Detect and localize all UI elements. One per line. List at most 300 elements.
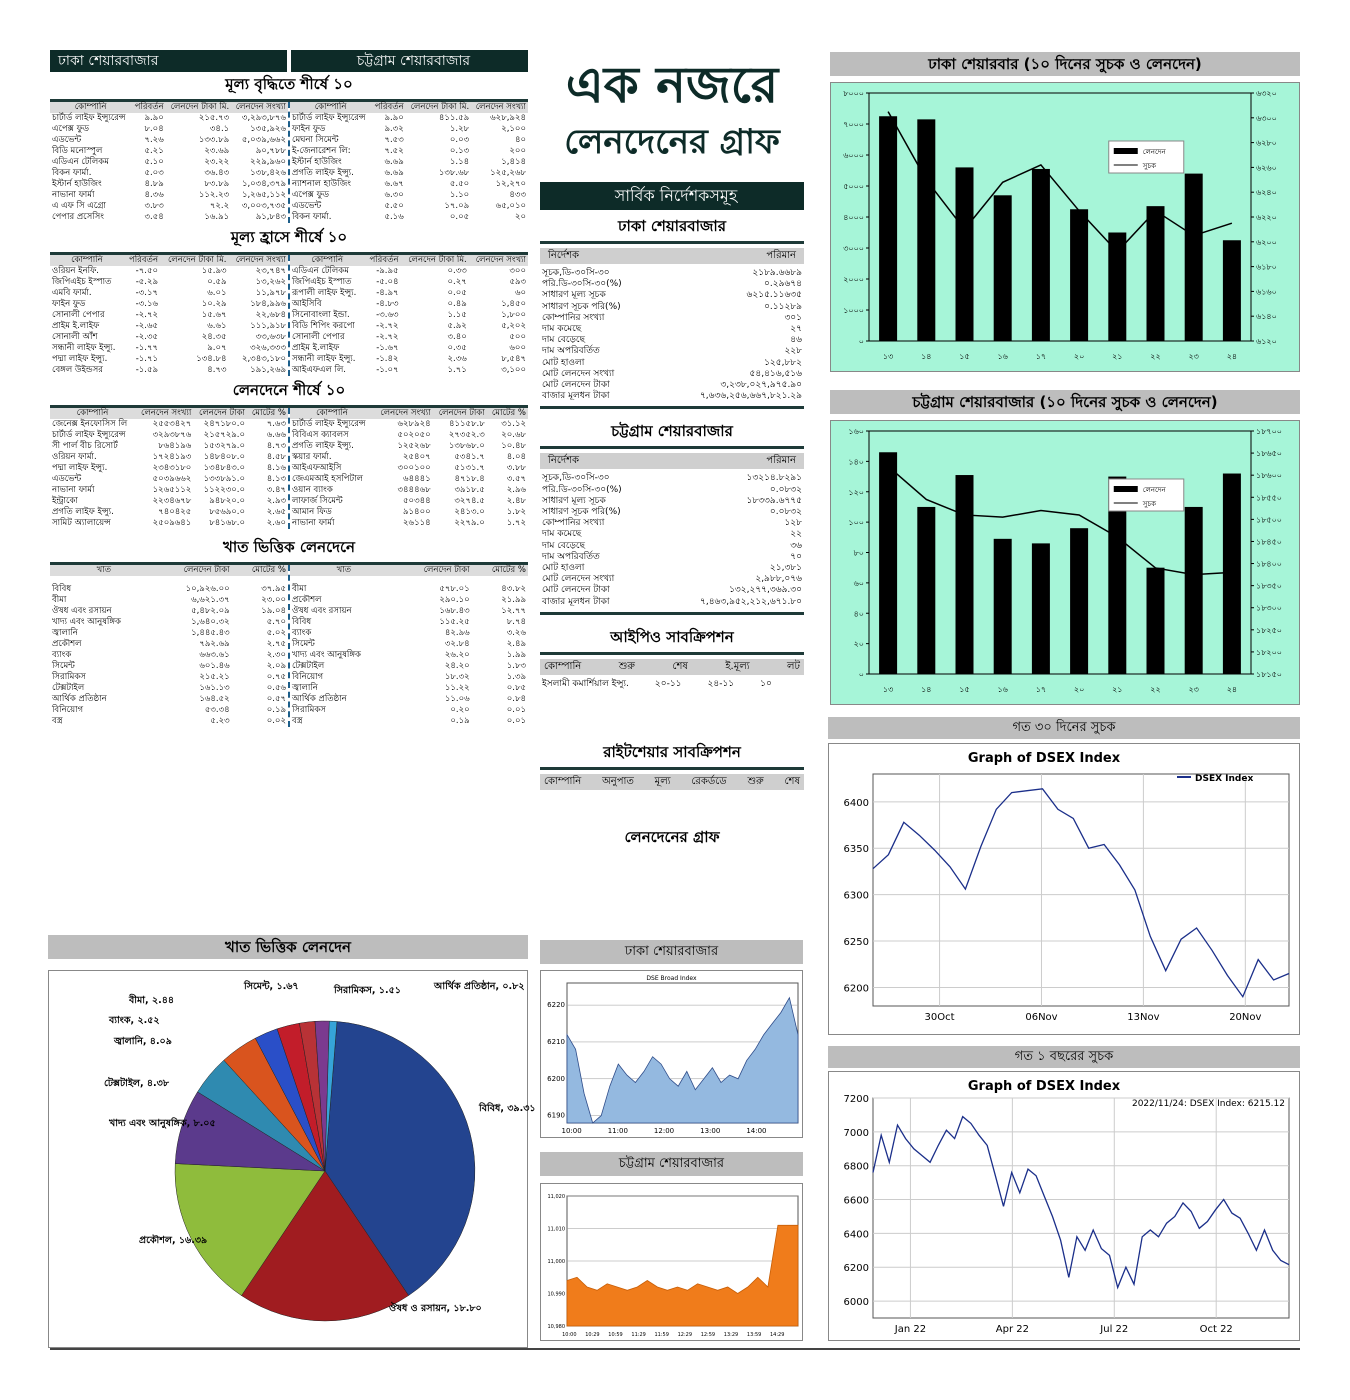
table-row [50,452,288,463]
bar [1147,206,1165,341]
indicator-label: দাম অপরিবর্তিত [542,551,600,562]
y-tick-label: ১২০ [848,487,864,497]
ipo-col: লট [787,660,800,672]
x-tick-label: ১৪ [921,685,932,694]
cell-company: চার্টার্ড লাইফ ইন্স্যুরেন্স [52,113,126,123]
table-row [290,190,528,201]
y-tick-label: 6000 [843,1297,869,1309]
indicator-row [540,346,804,357]
table-row [50,146,288,157]
cell-value: ১,৪৪৫.৪৩ [191,628,230,638]
indicator-label: দাম কমেছে [542,324,582,335]
table-row [290,661,528,672]
cell-value: ২.৬৫ [266,507,286,517]
rights-col: শেষ [784,776,800,788]
left-column [50,50,528,727]
ipo-col: শেষ [672,660,688,672]
legend-label: DSEX Index [1195,774,1254,784]
cell-value: ৩.২৬ [506,628,526,638]
dse-intraday-svg [541,971,802,1137]
rights-header [540,774,804,790]
cell-sector: আর্থিক প্রতিষ্ঠান [52,694,107,704]
table-row [290,212,528,223]
bar [1223,474,1241,674]
pie-label: প্রকৌশল, ১৬.৩৯ [139,1235,208,1246]
col-taka: লেনদেন টাকা [158,565,232,576]
rights-title: রাইটশেয়ার সাবক্রিপশন [540,740,804,770]
cell-value: ৩৯১৮.৫ [454,485,485,495]
col-turnover_qty: লেনদেন সংখ্যা [374,408,433,419]
cell-company: প্রাইম ই.লাইফ [52,321,100,331]
indicator-value: ২১,৩৮১ [769,563,802,574]
y-tick-label: 6200 [547,1074,565,1083]
cell-company: চার্টার্ড লাইফ ইন্স্যুরেন্স [292,419,366,429]
cell-value: ১৫.৯৩ [201,266,227,276]
indicator-label: কোম্পানির সংখ্যা [542,518,605,529]
indicator-row [540,563,804,574]
bar [1070,209,1088,341]
cell-company: ই-জেনারেশন লি: [292,146,351,156]
bar [994,539,1012,674]
cell-value: ৪২.৯৬ [444,628,470,638]
cell-value: ৩.৮৮ [506,463,526,473]
indicator-row [540,518,804,529]
dse-intraday-label: ঢাকা শেয়ারবাজার [540,940,803,964]
col-change: পরিবর্তন [371,102,406,113]
cell-company: জিপিএইচ ইস্পাত [292,277,352,287]
cell-value: ৬.৬১ [207,321,227,331]
chart-note: 2022/11/24: DSEX Index: 6215.12 [1131,1099,1285,1109]
bar [917,119,935,341]
cell-sector: বস্ত্র [292,716,303,726]
cell-value: ২.৩০ [266,650,286,660]
turnover-dse [50,408,288,529]
col-change: পরিবর্তন [364,255,400,266]
cell-value: ১২,২৭০ [495,179,526,189]
cell-value: ৭৯২.৬৯ [199,639,230,649]
y-tick-label: ০ [858,670,864,679]
cell-value: ৪.০৪ [506,452,526,462]
cell-value: ২.৬০ [266,518,286,528]
cell-value: ২.০৯ [266,661,286,671]
bar [1147,568,1165,674]
bottom-rule [50,1348,1300,1350]
table-row [50,672,288,683]
ipo-table [540,659,804,690]
indicator-value: ৩,২৩৮,০২৭,৯৭৫.৯০ [720,380,802,391]
indicator-row [540,290,804,301]
indicator-label: মোট হাওলা [542,357,585,368]
table-row [50,266,288,277]
table-row [50,485,288,496]
x-tick-label: ২৪ [1226,685,1238,694]
table-row [50,365,288,376]
cell-value: ৩.৫৪ [144,212,164,222]
y-tick-label: ১০০০ [843,306,864,315]
cell-company: জেএমআই হসপিটাল [292,474,363,484]
rights-table [540,774,804,790]
indicator-value: ৫৪,৪১৬,৫১৬ [749,368,802,379]
indicator-value: ২২৮ [784,346,802,357]
x-tick-label: 10:59 [608,1332,623,1338]
table-row [50,430,288,441]
cell-value: ৩০০ [509,266,526,276]
cell-company: এডভেন্ট [292,201,322,211]
indicator-value: ৭,৬৩৬,২৫৬,৬৬৭,৮২১.২৯ [699,391,802,402]
cell-value: -২.৭২ [135,310,159,320]
x-tick-label: ২১ [1112,352,1123,361]
indicator-label: বাজার মূলধন টাকা [542,596,610,607]
cell-value: ৮৬৪১৯৬ [158,441,192,451]
legend-bar-label: লেনদেন [1142,486,1166,494]
cell-company: সী পার্ল বীচ রিসোর্ট [52,441,118,451]
rights-col: কোম্পানি [544,776,582,788]
cell-company: প্রগতি লাইফ ইন্স্যু. [292,168,354,178]
y-tick-label: ৬০ [853,578,864,588]
cell-value: ৬৪৪৪১ [403,474,431,484]
cell-value: ৫৩.৩৪ [204,705,230,715]
pie-label: ঔষধ ও রসায়ন, ১৮.৮০ [389,1303,482,1314]
y2-tick-label: ৬৩০০ [1256,113,1277,123]
indicator-row [540,496,804,507]
col-sector: খাত [290,565,398,576]
cell-value: ১.৮২ [506,507,526,517]
cell-value: ৬,৬২১.৩৭ [191,595,230,605]
bar [1185,507,1203,674]
cell-value: ৩২৯৩৮৭৬ [152,430,192,440]
indicator-row [540,541,804,552]
cell-value: ৩.৮৩ [144,201,164,211]
ctg-intraday-chart [540,1183,803,1341]
y-tick-label: ৪০০০ [843,213,864,222]
cell-sector: সিরামিকস [292,705,326,715]
indicator-value: ১৮৩৩৯.৬৭৭৫ [746,495,802,506]
y2-tick-label: ৬৩২০ [1256,89,1277,98]
table-row [50,288,288,299]
ctg-indicators-header [540,453,804,469]
indicator-value: ০.০৮৩২ [769,484,802,495]
cell-company: সামিট অ্যালায়েন্স [52,518,111,528]
indicator-label: মোট লেনদেন টাকা [542,585,610,596]
pie-label: টেক্সটাইল, ৪.৩৮ [104,1078,169,1089]
chart-title: DSE Broad Index [646,975,697,982]
y2-tick-label: ৬২৪০ [1256,188,1277,198]
x-tick-label: 14:00 [746,1127,767,1135]
cell-value: ৪৩.৮২ [501,584,526,594]
y-tick-label: ২০ [853,639,864,649]
y-tick-label: 10,990 [547,1291,565,1298]
col-change: পরিবর্তন [124,255,160,266]
col-company: কোম্পানি [50,255,124,266]
cell-value: ৩৭.৯৫ [261,584,286,594]
cell-value: ৯.৯০ [384,113,404,123]
gainers-title: মূল্য বৃদ্ধিতে শীর্ষে ১০ [50,72,528,102]
x-tick-label: ১৫ [959,685,970,694]
cell-value: ১১২.২৩ [198,190,230,200]
cell-value: ০.২৭ [447,277,467,287]
y2-tick-label: ৬১৬০ [1256,287,1277,297]
cell-company: এপেক্স ফুড [52,124,90,134]
y-tick-label: 6210 [547,1037,565,1046]
cell-value: ৫৯৩ [509,277,526,287]
x-tick-label: 12:59 [700,1332,716,1338]
cell-value: ৪৭১৮.৪ [454,474,485,484]
cell-value: ১১.০৬ [444,694,470,704]
cell-company: লাফার্জ সিমেন্ট [292,496,343,506]
col-turnover_taka_mn: লেনদেন টাকা মি. [401,255,469,266]
indicator-row [540,391,804,402]
cell-company: রূপালী লাইফ ইন্স্যু. [292,288,357,298]
cell-value: ৯৪৮২০.০ [209,496,246,506]
cell-value: ৪.৭৩ [207,365,227,375]
cell-value: ১.৭২ [506,518,526,528]
cell-value: ৩.৫৭ [506,474,526,484]
cell-value: ৬.৬৭ [384,179,404,189]
y-tick-label: 11,000 [547,1259,565,1265]
sector-table [50,565,528,727]
cell-value: ২৪.২০ [444,661,470,671]
cell-sector: জ্বালানি [52,628,78,638]
table-row [290,628,528,639]
table-row [50,683,288,694]
cell-company: এডিএন টেলিকম [292,266,349,276]
col-turnover_taka: লেনদেন টাকা [433,408,487,419]
col-value: পরিমান [766,455,796,467]
cell-value: ২.৯৩ [266,496,286,506]
cell-value: ০.০১ [506,716,526,726]
main-title-line2: লেনদেনের গ্রাফ [564,122,780,162]
losers-cse [288,255,528,376]
table-row [50,606,288,617]
cell-sector: বিনিয়োগ [292,672,324,682]
main-title [540,55,804,165]
table-row [290,135,528,146]
cell-value: ২১৫৭২৯.০ [203,430,246,440]
table-row [290,354,528,365]
legend-bar-swatch [1114,486,1138,492]
cell-company: চার্টার্ড লাইফ ইন্স্যুরেন্স [292,113,366,123]
cell-company: প্রগতি লাইফ ইন্স্যু. [292,441,354,451]
cell-value: ৩৩,৬৩৮ [255,332,286,342]
indicator-value: ২২ [790,529,802,540]
table-row [290,474,528,485]
pie-label: ব্যাংক, ২.৫২ [109,1015,160,1026]
cell-value: ১,৬৪০.৩২ [191,617,230,627]
table-row [290,672,528,683]
y-tick-label: 11,020 [547,1194,565,1200]
cell-value: ১৩,২৬২ [255,277,286,287]
cell-value: ২১৫.৭৩ [198,113,230,123]
bar [1223,240,1241,341]
cell-value: ২৭৩৫২.৩ [448,430,485,440]
y-tick-label: ৩০০০ [843,244,864,253]
indicator-value: ১২৫,৮৮২ [764,357,802,368]
cell-value: ৪১১৫৮.৮ [448,419,485,429]
cell-company: আমান ফিড [292,507,332,517]
dse-header: ঢাকা শেয়ারবাজার [50,50,287,72]
cell-company: সন্ধানী লাইফ ইন্স্যু. [52,343,116,353]
cell-company: এমবি ফার্মা. [52,288,92,298]
y-tick-label: 6800 [843,1161,869,1173]
y1-chart [828,1071,1300,1341]
cell-value: ৫.৫০ [449,179,470,189]
cell-company: ইন্ট্রাকো [52,496,78,506]
cell-sector: বস্ত্র [52,716,63,726]
y1-svg [829,1072,1299,1340]
y1-title: গত ১ বছরের সুচক [828,1046,1300,1068]
table-row [290,617,528,628]
cell-value: ১৭.০৯ [444,201,470,211]
table-row [290,595,528,606]
table-row [290,113,528,124]
cell-sector: বীমা [292,584,307,594]
table-row [290,639,528,650]
y-tick-label: ২০০০ [843,275,864,284]
cell-value: ১৫৩২৭৯.০ [203,441,246,451]
col-change: পরিবর্তন [131,102,166,113]
cell-value: ১২৫২৬৮ [397,441,431,451]
cell-company: বিডি শিপিং করপো [292,321,355,331]
y2-tick-label: ৬১৪০ [1256,312,1277,322]
col-turnover_taka_mn: লেনদেন টাকা মি. [160,255,229,266]
cell-value: ৬.৬৯ [384,157,404,167]
dsex-line [873,789,1289,997]
cell-value: ৪.৫৮ [266,452,286,462]
y2-tick-label: ৬২৬০ [1256,163,1277,173]
losers-title: মূল্য হ্রাসে শীর্ষে ১০ [50,225,528,255]
indicator-row [540,302,804,313]
rights-col: শুরু [747,776,764,788]
table-row [50,168,288,179]
cell-value: ২০.৬৮ [501,430,526,440]
cell-value: -৭.৫০ [135,266,159,276]
losers-dse [50,255,288,376]
table-row [50,277,288,288]
indicators-title: সার্বিক নির্দেশকসমূহ [540,182,804,210]
cell-value: ২.৪৯ [506,639,526,649]
cell-value: -৯.৯৫ [376,266,399,276]
dse10-svg [831,83,1299,371]
table-row [50,113,288,124]
cell-sector: বিনিয়োগ [52,705,84,715]
indicator-row [540,597,804,608]
indicator-label: দাম অপরিবর্তিত [542,346,600,357]
cell-value: ৪.১৬ [266,463,286,473]
col-turnover_qty: লেনদেন সংখ্যা [135,408,193,419]
table-row [50,343,288,354]
dse-indicators-header [540,248,804,264]
cell-value: ৩,০০৩,৭৩৫ [241,201,286,211]
cell-company: পেপার প্রসেসিং [52,212,104,222]
ctg-indicator-list [540,473,804,614]
cell-value: -২.৭২ [376,332,399,342]
cell-value: -১.৭১ [135,354,159,364]
y-tick-label: 6400 [843,797,869,809]
indicator-value: ৭,৪৬৩,৯৫২,২১২,৬৭১.৮০ [699,596,802,607]
table-row [50,661,288,672]
table-row [290,716,528,727]
table-row [290,496,528,507]
indicator-row [540,324,804,335]
table-row [290,606,528,617]
cell-value: ১.৯৯ [506,650,526,660]
cell-value: ০.৩৫ [447,343,467,353]
cell-value: ২.৭৫ [266,639,286,649]
y-tick-label: 6200 [843,983,869,995]
col-turnover_taka_mn: লেনদেন টাকা মি. [406,102,471,113]
dsex-line [873,1117,1289,1288]
cell-value: ১.৩৯ [506,672,526,682]
cell-value: ১৬৮.৪৩ [439,606,470,616]
pie-label: আর্থিক প্রতিষ্ঠান, ০.৮২ [434,981,525,992]
cell-value: ২০০ [509,146,526,156]
ctg-intraday-label: চট্টগ্রাম শেয়ারবাজার [540,1152,803,1176]
pie-label: খাদ্য এবং আনুষঙ্গিক, ৮.০৫ [109,1118,216,1129]
cell-value: ৭.৫৩ [384,135,404,145]
table-row [50,694,288,705]
cell-company: ফাইন ফুড [52,299,86,309]
bar [1108,233,1126,342]
bar [956,475,974,674]
x-tick-label: 11:29 [631,1332,646,1338]
cell-value: ৫.০২ [266,628,286,638]
cell-company: বিকন ফার্মা. [292,212,332,222]
indicator-value: ১২৮ [784,518,802,529]
x-tick-label: Oct 22 [1199,1324,1233,1335]
chart-title: Graph of DSEX Index [967,1079,1121,1094]
indicator-label: পরি.ডি-৩০সি-৩০(%) [542,484,622,495]
sector-table-title: খাত ভিত্তিক লেনদেনে [50,535,528,565]
table-row [290,332,528,343]
cell-value: ৯১৪০০ [403,507,431,517]
table-row [290,365,528,376]
indicator-row [540,369,804,380]
cell-sector: ঔষধ এবং রসায়ন [292,606,352,616]
cell-company: জেনেক্স ইনফোসিস লি [52,419,128,429]
sector-cse [288,565,528,727]
cell-value: ০.৫৬ [266,683,286,693]
cell-value: ২০ [514,212,526,222]
cell-value: ১৩৩.৮৯ [198,135,230,145]
bar [1070,528,1088,674]
cell-value: ৪.১৩ [266,474,286,484]
cell-value: ১,৪৫০ [501,299,526,309]
y-tick-label: ১০০ [848,518,864,528]
cell-company: সোনালী পেপার [52,310,105,320]
cell-sector: ব্যাংক [52,650,72,660]
cell-value: ১৬১.১৩ [199,683,230,693]
cell-value: ৮,৫৪৭ [501,354,526,364]
cell-value: -২.৭২ [376,321,399,331]
indicator-row [540,507,804,518]
cell-value: ৫.৫০ [384,201,404,211]
cell-value: ১১,৯৭৮ [255,288,286,298]
x-tick-label: 14:29 [769,1332,785,1338]
cell-sector: বীমা [52,595,67,605]
dse-indicators-title: ঢাকা শেয়ারবাজার [540,214,804,244]
table-row [290,146,528,157]
x-tick-label: ২৩ [1188,685,1199,694]
table-row [50,441,288,452]
cell-value: ০.৩৩ [447,266,467,276]
ipo-cell: ইসলামী কমার্শিয়াল ইন্স্যু. [542,678,629,689]
y-tick-label: ৮০ [853,548,864,558]
cell-value: ২৩.৬৯ [204,146,230,156]
col-company: কোম্পানি [290,408,374,419]
cell-value: ৩৬.৪৩ [204,168,230,178]
table-row [50,507,288,518]
table-row [290,650,528,661]
